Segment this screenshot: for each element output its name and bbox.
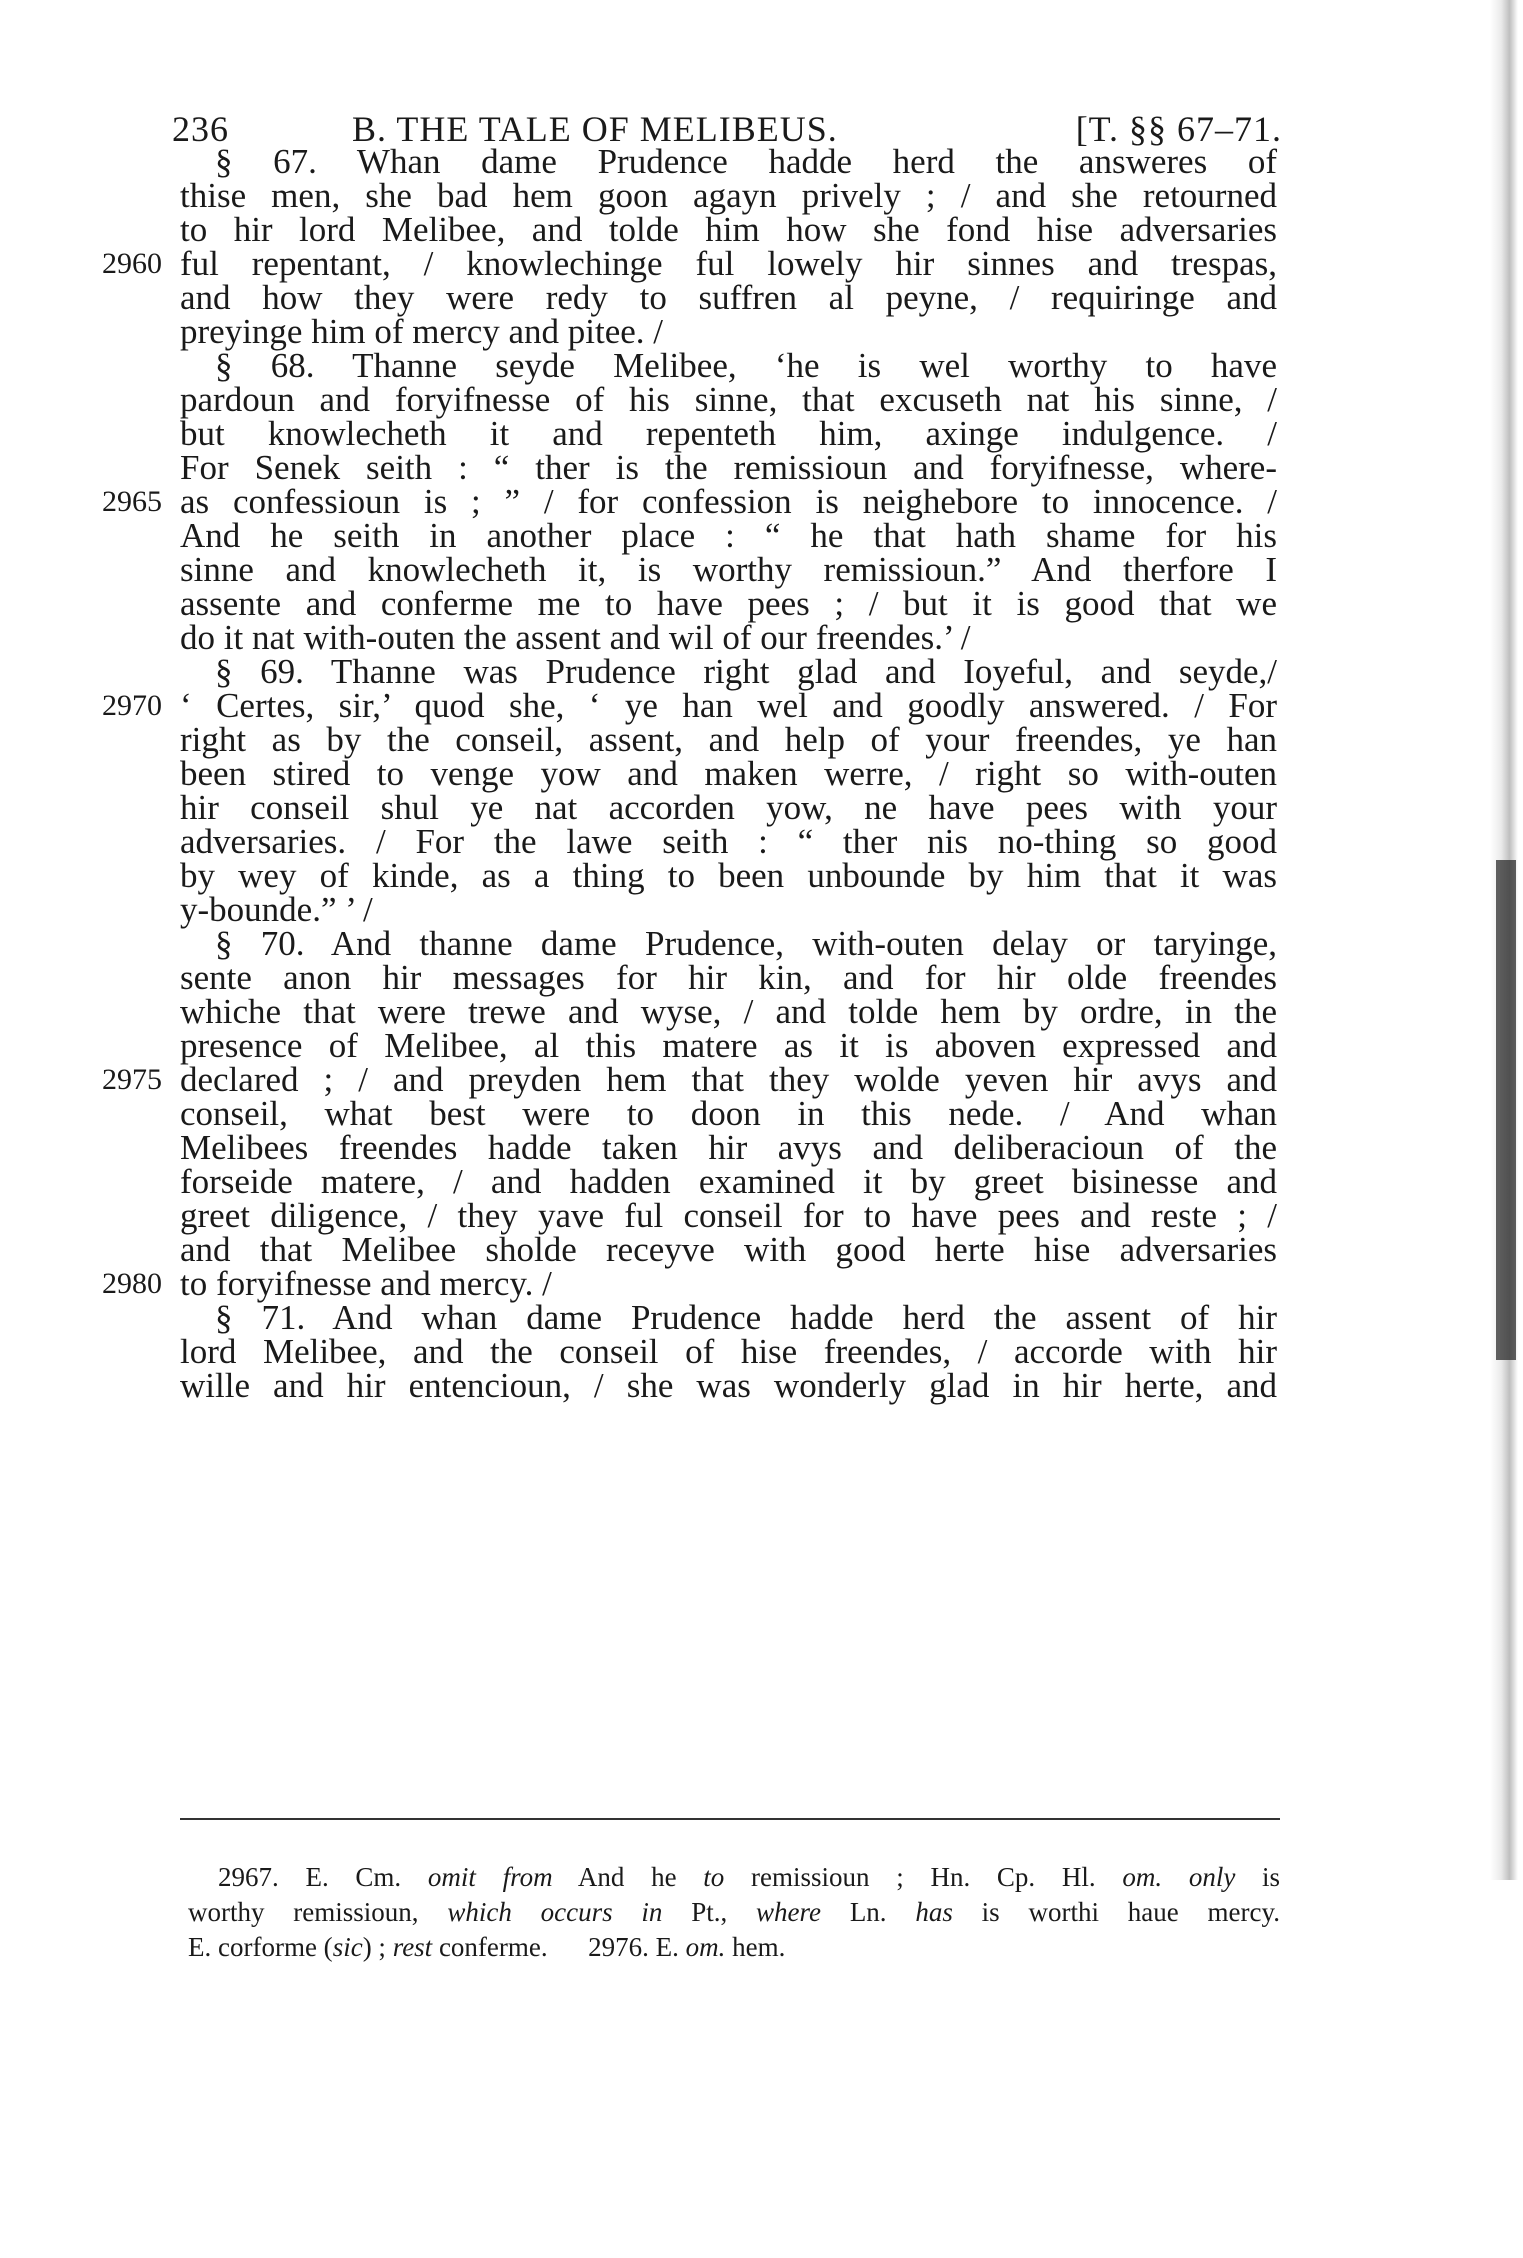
fn-text: sic — [332, 1932, 363, 1962]
fn-text: remissioun ; Hn. Cp. Hl. — [751, 1862, 1096, 1892]
fn-text: is worthi haue mercy. — [981, 1897, 1280, 1927]
text-line: presence of Melibee, al this matere as it is aboven expressed and — [180, 1026, 1277, 1065]
fn-text: And he — [577, 1862, 677, 1892]
line-number: 2975 — [102, 1063, 162, 1096]
text-line: pardoun and foryifnesse of his sinne, that excuseth nat his sinne, / — [180, 380, 1277, 419]
fn-text: to — [703, 1862, 725, 1892]
text-line: § 67. Whan dame Prudence hadde herd the answeres of — [215, 142, 1277, 181]
text-line: § 71. And whan dame Prudence hadde herd the assent of hir — [215, 1298, 1277, 1337]
text-line: greet diligence, / they yave ful conseil for to have pees and reste ; / — [180, 1196, 1277, 1235]
text-line: to hir lord Melibee, and tolde him how she fond hise adversaries — [180, 210, 1277, 249]
text-line: as confessioun is ; ” / for confession is neighebore to innocence. / — [180, 482, 1277, 521]
section-reference: [T. §§ 67–71. — [1075, 109, 1282, 149]
text-line: sente anon hir messages for hir kin, and for hir olde freendes — [180, 958, 1277, 997]
fn-text: E. corforme ( — [188, 1932, 333, 1962]
fn-text: conferme. 2976. E. — [438, 1932, 679, 1962]
text-line: but knowlecheth it and repenteth him, axinge indulgence. / — [180, 414, 1277, 453]
text-line: right as by the conseil, assent, and help of your freendes, ye han — [180, 720, 1277, 759]
footnote-divider — [180, 1818, 1280, 1820]
footnote-line — [218, 1858, 1280, 1896]
text-line: sinne and knowlecheth it, is worthy remissioun.” And therfore I — [180, 550, 1277, 589]
line-number: 2970 — [102, 689, 162, 722]
text-line: preyinge him of mercy and pitee. / — [180, 312, 664, 351]
text-line: adversaries. / For the lawe seith : “ ther nis no-thing so good — [180, 822, 1277, 861]
footnote-line — [188, 1893, 1280, 1931]
text-line: § 69. Thanne was Prudence right glad and Ioyeful, and seyde,/ — [215, 652, 1277, 691]
text-line: declared ; / and preyden hem that they wolde yeven hir avys and — [180, 1060, 1277, 1099]
text-line: by wey of kinde, as a thing to been unbounde by him that it was — [180, 856, 1277, 895]
running-title: B. THE TALE OF MELIBEUS. — [352, 109, 838, 149]
text-line: to foryifnesse and mercy. / — [180, 1264, 552, 1303]
text-line: and how they were redy to suffren al peyne, / requiringe and — [180, 278, 1277, 317]
text-line: § 68. Thanne seyde Melibee, ‘he is wel worthy to have — [215, 346, 1277, 385]
fn-text: where — [756, 1897, 822, 1927]
fn-text: worthy remissioun, — [188, 1897, 419, 1927]
text-line: § 70. And thanne dame Prudence, with-outen delay or taryinge, — [215, 924, 1277, 963]
line-number: 2965 — [102, 485, 162, 518]
text-line: and that Melibee sholde receyve with good herte hise adversaries — [180, 1230, 1277, 1269]
line-number: 2980 — [102, 1267, 162, 1300]
text-line: And he seith in another place : “ he that hath shame for his — [180, 516, 1277, 555]
text-line: been stired to venge yow and maken werre, / right so with-outen — [180, 754, 1277, 793]
fn-text: has — [915, 1897, 953, 1927]
text-line: wille and hir entencioun, / she was wonderly glad in hir herte, and — [180, 1366, 1277, 1405]
fn-text: rest — [392, 1932, 433, 1962]
fn-text: 2967. E. Cm. — [218, 1862, 402, 1892]
text-line: do it nat with-outen the assent and wil of our freendes.’ / — [180, 618, 971, 657]
line-number: 2960 — [102, 247, 162, 280]
page-edge-shadow-dark — [1496, 860, 1516, 1360]
fn-text: om. — [685, 1932, 726, 1962]
text-line: For Senek seith : “ ther is the remissioun and foryifnesse, where- — [180, 448, 1277, 487]
text-line: forseide matere, / and hadden examined it by greet bisinesse and — [180, 1162, 1277, 1201]
fn-text: omit from — [427, 1862, 553, 1892]
text-line: Melibees freendes hadde taken hir avys and deliberacioun of the — [180, 1128, 1277, 1167]
page-number: 236 — [172, 109, 229, 149]
fn-text: Ln. — [849, 1897, 887, 1927]
fn-text: Pt., — [691, 1897, 728, 1927]
fn-text: hem. — [732, 1932, 786, 1962]
text-line: thise men, she bad hem goon agayn prively ; / and she retourned — [180, 176, 1277, 215]
text-line: conseil, what best were to doon in this nede. / And whan — [180, 1094, 1277, 1133]
text-line: hir conseil shul ye nat accorden yow, ne have pees with your — [180, 788, 1277, 827]
text-line: ‘ Certes, sir,’ quod she, ‘ ye han wel and goodly answered. / For — [180, 686, 1277, 725]
fn-text: om. only — [1122, 1862, 1236, 1892]
text-line: assente and conferme me to have pees ; / but it is good that we — [180, 584, 1277, 623]
fn-text: ) ; — [362, 1932, 386, 1962]
fn-text: which occurs in — [447, 1897, 663, 1927]
text-line: whiche that were trewe and wyse, / and tolde hem by ordre, in the — [180, 992, 1277, 1031]
text-line: lord Melibee, and the conseil of hise freendes, / accorde with hir — [180, 1332, 1277, 1371]
text-line: y-bounde.” ’ / — [180, 890, 373, 929]
footnote-line — [188, 1928, 1280, 1966]
fn-text: is — [1262, 1862, 1281, 1892]
text-line: ful repentant, / knowlechinge ful lowely hir sinnes and trespas, — [180, 244, 1277, 283]
